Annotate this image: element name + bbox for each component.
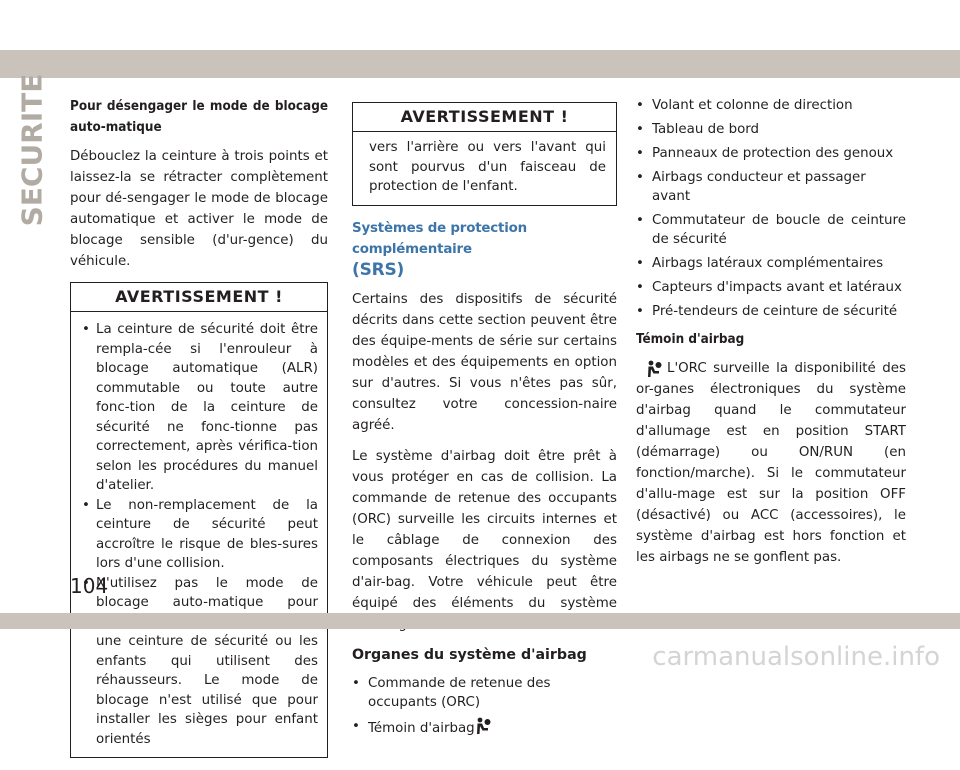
list-item: • Commutateur de boucle de ceinture de sécurité xyxy=(636,211,906,249)
watermark: carmanualsonline.info xyxy=(652,642,940,672)
list-item: • Pré-tendeurs de ceinture de sécurité xyxy=(636,302,906,321)
section-heading-line2: (SRS) xyxy=(352,259,405,280)
warning-list xyxy=(80,320,318,749)
section-tab-label: SECURITE xyxy=(15,73,49,227)
list-item: • Airbags conducteur et passager avant xyxy=(636,168,906,206)
section-heading-line1: Systèmes de protection complémentaire xyxy=(352,220,527,257)
section-side-tab xyxy=(14,73,50,227)
list-item-airbag-light xyxy=(352,717,617,738)
paragraph-airbag-system: Le système d'airbag doit être prêt à vous protéger en cas de collision. La commande de retenue des occupants (ORC) surveille les circuits internes et le câblage de connexion des composants électriques du système d'air-bag. Votre véhicule peut être équipé des éléments du système xyxy=(352,448,617,611)
list-item: • Tableau de bord xyxy=(636,120,906,139)
warning-title: AVERTISSEMENT ! xyxy=(353,103,616,132)
paragraph-airbag-light xyxy=(636,358,906,568)
list-item: • Commande de retenue des occupants (ORC) xyxy=(352,674,617,712)
warning-item: • N'utilisez pas le mode de blocage auto-matique pour une ceinture de sécurité ou les enfants qui utilisent des réhausseurs. Le mode de blocage n'est utilisé que pour installer les sièges pour enfant orientés xyxy=(80,574,318,750)
warning-title: AVERTISSEMENT ! xyxy=(71,283,327,312)
airbag-components-list xyxy=(352,674,617,738)
column-middle xyxy=(352,96,617,743)
bottom-band xyxy=(0,613,960,629)
column-right xyxy=(636,96,906,568)
subheading-airbag-light: Témoin d'airbag xyxy=(636,332,745,347)
page-number: 104 xyxy=(70,574,109,598)
airbag-warning-icon xyxy=(646,360,662,378)
subheading-airbag-components: Organes du système d'airbag xyxy=(352,646,587,663)
list-item: • Panneaux de protection des genoux xyxy=(636,144,906,163)
top-band xyxy=(0,50,960,78)
heading-disengage-locking-mode: Pour désengager le mode de blocage auto-matique xyxy=(70,99,328,135)
list-item: • Capteurs d'impacts avant et latéraux xyxy=(636,278,906,297)
warning-text: vers l'arrière ou vers l'avant qui sont pourvus d'un faisceau de protection de l'enfant. xyxy=(369,140,606,194)
warning-box xyxy=(70,282,328,758)
paragraph-disengage: Débouclez la ceinture à trois points et laissez-la se rétracter complètement pour dé-sengager le mode de blocage automatique et activer le mode de blocage sensible (d'ur-gence) du véhicule. xyxy=(70,149,328,269)
column-left xyxy=(70,96,328,770)
list-item: • Volant et colonne de direction xyxy=(636,96,906,115)
warning-item: • Le non-remplacement de la ceinture de sécurité peut accroître le risque de bles-sures lors d'une collision. xyxy=(80,496,318,574)
paragraph-text: L'ORC surveille la disponibilité des or-ganes électroniques du système d'airbag quand le commutateur d'allumage est en position START (démarrage) ou ON/RUN (en fonction/marche). Si le commutateur d'allu-mage est sur la position OFF (désactivé) ou ACC (accessoires), le système d'airbag est hors fonction et les airbags ne se gonflent pas. xyxy=(636,361,906,565)
airbag-components-list-continued xyxy=(636,96,906,321)
warning-box-continued xyxy=(352,102,617,206)
paragraph-equipment: Certains des dispositifs de sécurité décrits dans cette section peuvent être des équipe-ments de série sur certains modèles et des équipements en option sur d'autres. Si vous n'êtes pas sûr, consultez votre concession-naire agréé. xyxy=(352,291,617,433)
section-heading-srs xyxy=(352,218,617,281)
list-item: • Airbags latéraux complémentaires xyxy=(636,254,906,273)
list-item-label: Témoin d'airbag xyxy=(368,720,475,736)
airbag-warning-icon xyxy=(475,717,491,735)
warning-item: • La ceinture de sécurité doit être rempla-cée si l'enrouleur à blocage automatique (ALR) commutable ou toute autre fonc-tion de la ceinture de sécurité ne fonc-tionne pas correctement, après vérifica-tion selon les procédures du manuel d'atelier. xyxy=(80,320,318,496)
